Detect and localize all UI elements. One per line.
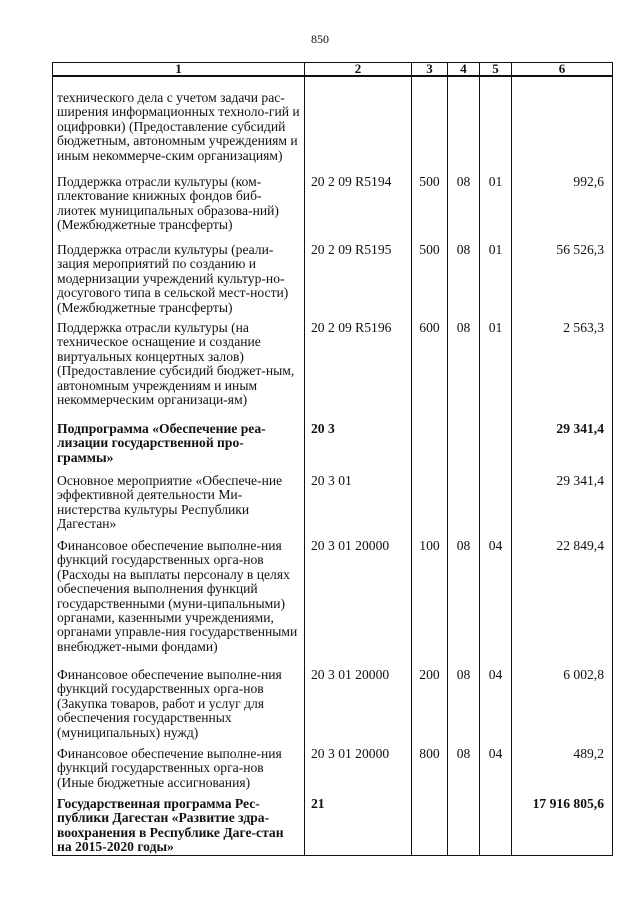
row-name: Поддержка отрасли культуры (ком-плектование книжных фондов биб-лиотек муниципальных образова-ний) (Межбюджетные трансферты) [53,175,305,243]
table-row [53,422,613,474]
row-name: Подпрограмма «Обеспечение реа-лизации государственной про-граммы» [53,422,305,474]
budget-table [52,62,613,856]
row-code: 20 3 01 20000 [305,539,412,668]
row-amount: 29 341,4 [512,422,613,474]
row-code: 20 2 09 R5195 [305,243,412,321]
row-code [305,76,412,175]
header-col-4: 4 [448,63,480,77]
row-c4: 08 [448,747,480,797]
row-c5 [480,797,512,855]
row-name: Основное мероприятие «Обеспече-ние эффективной деятельности Ми-нистерства культуры Республики Дагестан» [53,474,305,539]
row-c4 [448,76,480,175]
row-c3 [412,422,448,474]
table-row [53,474,613,539]
header-col-1: 1 [53,63,305,77]
row-c5 [480,422,512,474]
table-row [53,243,613,321]
row-c3: 200 [412,668,448,747]
row-code: 21 [305,797,412,855]
row-c3 [412,76,448,175]
row-c5: 04 [480,747,512,797]
row-name: Финансовое обеспечение выполне-ния функций государственных орга-нов (Закупка товаров, работ и услуг для обеспечения государственных (муниципальных) нужд) [53,668,305,747]
row-code: 20 3 01 20000 [305,668,412,747]
table-header-row [53,63,613,77]
row-name: технического дела с учетом задачи рас-ширения информационных техноло-гий и оцифровки) (Предоставление субсидий бюджетным, автономным учреждениям и иным некоммерче-ским организациям) [53,76,305,175]
row-code: 20 3 01 [305,474,412,539]
row-c4: 08 [448,539,480,668]
row-name: Поддержка отрасли культуры (на техническое оснащение и создание виртуальных концертных залов) (Предоставление субсидий бюджет-ным, автономным учреждениям и иным некоммерческим организаци-ям) [53,321,305,422]
header-col-3: 3 [412,63,448,77]
row-c4 [448,474,480,539]
row-c5 [480,474,512,539]
table-row [53,175,613,243]
row-amount: 2 563,3 [512,321,613,422]
table-row [53,797,613,855]
row-c5: 01 [480,243,512,321]
row-c4 [448,797,480,855]
header-col-2: 2 [305,63,412,77]
row-c4: 08 [448,321,480,422]
row-c5: 01 [480,175,512,243]
table-row [53,747,613,797]
table-row [53,76,613,175]
page-number: 850 [311,32,329,46]
row-amount: 17 916 805,6 [512,797,613,855]
row-code: 20 3 [305,422,412,474]
row-c3 [412,797,448,855]
row-c4: 08 [448,243,480,321]
row-c5: 04 [480,668,512,747]
row-c3 [412,474,448,539]
row-c4: 08 [448,175,480,243]
row-name: Финансовое обеспечение выполне-ния функций государственных орга-нов (Иные бюджетные ассигнования) [53,747,305,797]
row-code: 20 3 01 20000 [305,747,412,797]
row-c3: 100 [412,539,448,668]
row-c3: 600 [412,321,448,422]
table-row [53,539,613,668]
row-c4 [448,422,480,474]
row-c3: 800 [412,747,448,797]
row-amount [512,76,613,175]
row-amount: 992,6 [512,175,613,243]
row-amount: 489,2 [512,747,613,797]
table-row [53,668,613,747]
row-amount: 29 341,4 [512,474,613,539]
row-c5: 04 [480,539,512,668]
row-name: Поддержка отрасли культуры (реали-зация мероприятий по созданию и модернизации учреждений культур-но-досугового типа в сельской мест-ности) (Межбюджетные трансферты) [53,243,305,321]
row-c3: 500 [412,243,448,321]
row-amount: 56 526,3 [512,243,613,321]
table-row [53,321,613,422]
row-c3: 500 [412,175,448,243]
row-code: 20 2 09 R5194 [305,175,412,243]
header-col-5: 5 [480,63,512,77]
row-code: 20 2 09 R5196 [305,321,412,422]
row-c5 [480,76,512,175]
row-c5: 01 [480,321,512,422]
row-amount: 6 002,8 [512,668,613,747]
row-name: Государственная программа Рес-публики Дагестан «Развитие здра-воохранения в Республике Даге-стан на 2015-2020 годы» [53,797,305,855]
row-c4: 08 [448,668,480,747]
row-name: Финансовое обеспечение выполне-ния функций государственных орга-нов (Расходы на выплаты персоналу в целях обеспечения выполнения функций государственными (муни-ципальными) органами, казенными учреждениями, органами управле-ния государственными внебюджет-ными фондами) [53,539,305,668]
row-amount: 22 849,4 [512,539,613,668]
header-col-6: 6 [512,63,613,77]
